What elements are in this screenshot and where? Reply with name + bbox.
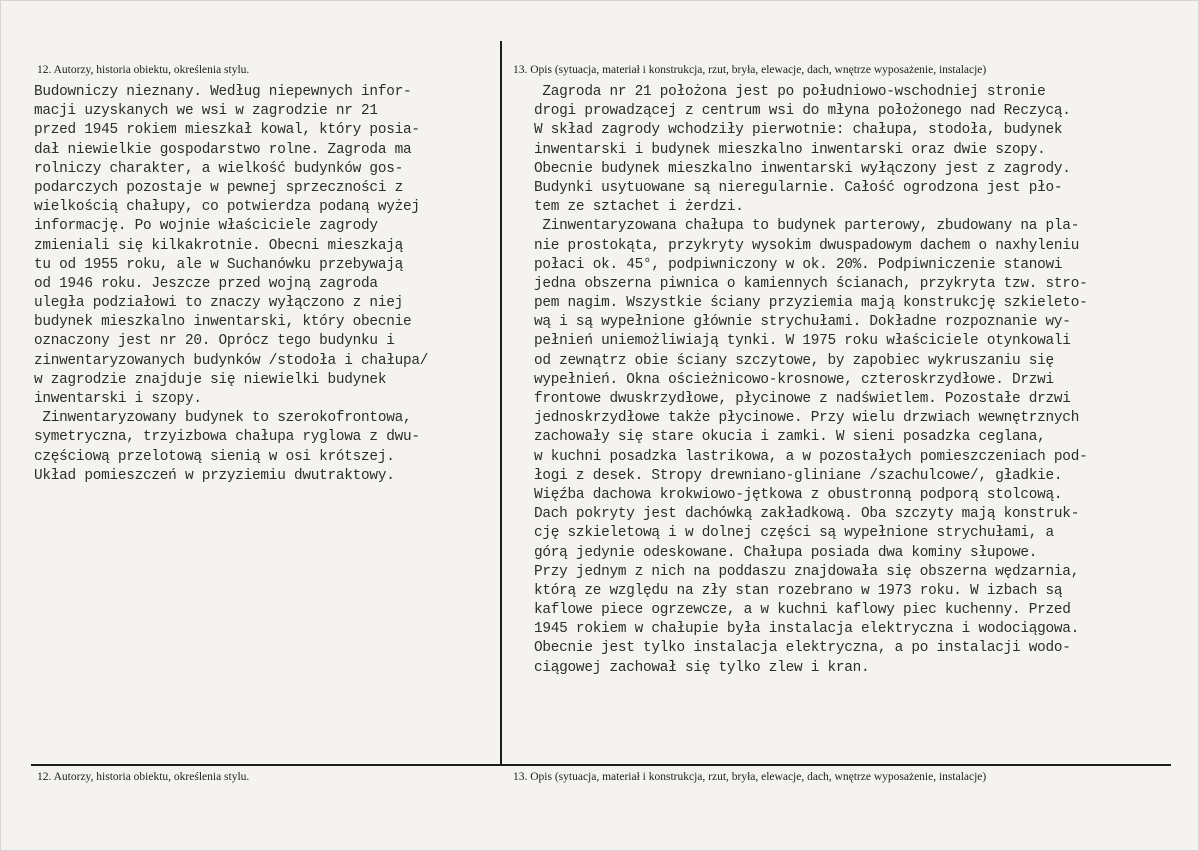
text-line: połaci ok. 45°, podpiwniczony w ok. 20%. Podpiwniczenie stanowi (534, 256, 1063, 273)
text-line: zachowały się stare okucia i zamki. W sieni posadzka ceglana, (534, 429, 1046, 446)
text-line: nie prostokąta, przykryty wysokim dwuspadowym dachem o naxhyleniu (534, 237, 1080, 254)
text-line: Obecnie budynek mieszkalno inwentarski wyłączony jest z zagrody. (534, 160, 1071, 177)
section-13-text (534, 83, 1087, 678)
text-line: wą i są wypełnione głównie strychułami. Dokładne rozpoznanie wy- (534, 314, 1071, 331)
text-line: częściową przelotową sienią w osi krótszej. (34, 448, 395, 465)
text-line: ciągowej zachował się tylko zlew i kran. (534, 659, 870, 676)
text-line: cję szkieletową i w dolnej części są wypełnione strychułami, a (534, 525, 1054, 542)
text-line: Układ pomieszczeń w przyziemiu dwutraktowy. (34, 467, 395, 484)
text-line: którą ze względu na zły stan rozebrano w 1973 roku. W izbach są (534, 582, 1063, 599)
text-line: od zewnątrz obie ściany szczytowe, by zapobiec wykruszaniu się (534, 352, 1054, 369)
text-line: dał niewielkie gospodarstwo rolne. Zagroda ma (34, 141, 412, 158)
section-13-heading: 13. Opis (sytuacja, materiał i konstrukcja, rzut, bryła, elewacje, dach, wnętrze wyposażenie, instalacje) (513, 64, 987, 76)
text-line: macji uzyskanych we wsi w zagrodzie nr 21 (34, 103, 378, 120)
text-line: tem ze sztachet i żerdzi. (534, 199, 744, 216)
text-line: informację. Po wojnie właściciele zagrody (34, 218, 378, 235)
text-line: górą jedynie odeskowane. Chałupa posiada dwa kominy słupowe. (534, 544, 1038, 561)
text-line: tu od 1955 roku, ale w Suchanówku przebywają (34, 256, 403, 273)
text-line: pem nagim. Wszystkie ściany przyziemia mają konstrukcję szkieleto- (534, 295, 1088, 312)
text-line: Zinwentaryzowana chałupa to budynek parterowy, zbudowany na pla- (534, 218, 1080, 235)
text-line: zmieniali się kilkakrotnie. Obecni mieszkają (34, 237, 403, 254)
bottom-rule (31, 764, 1171, 766)
section-12-heading: 12. Autorzy, historia obiektu, określenia stylu. (37, 64, 250, 76)
text-line: w zagrodzie znajduje się niewielki budynek (34, 371, 387, 388)
text-line: od 1946 roku. Jeszcze przed wojną zagroda (34, 275, 378, 292)
text-line: frontowe dwuskrzydłowe, płycinowe z nadświetlem. Pozostałe drzwi (534, 391, 1071, 407)
text-line: rolniczy charakter, a wielkość budynków gos- (34, 160, 403, 177)
text-line: w kuchni posadzka lastrikowa, a w pozostałych pomieszczeniach pod- (534, 448, 1088, 465)
column-divider (500, 41, 502, 764)
text-line: Dach pokryty jest dachówką zakładkową. Oba szczyty mają konstruk- (534, 506, 1080, 523)
section-13-footer-label: 13. Opis (sytuacja, materiał i konstrukcja, rzut, bryła, elewacje, dach, wnętrze wyposażenie, instalacje) (513, 771, 987, 783)
text-line: Zagroda nr 21 położona jest po południowo-wschodniej stronie (534, 84, 1046, 100)
text-line: Budowniczy nieznany. Według niepewnych infor- (34, 84, 412, 100)
text-line: łogi z desek. Stropy drewniano-gliniane /szachulcowe/, gładkie. (534, 467, 1063, 484)
section-12-footer-label: 12. Autorzy, historia obiektu, określenia stylu. (37, 771, 250, 783)
text-line: Budynki usytuowane są nieregularnie. Całość ogrodzona jest pło- (534, 179, 1063, 196)
text-line: Więźba dachowa krokwiowo-jętkowa z obustronną podporą stolcową. (534, 486, 1063, 503)
text-line: inwentarski i szopy. (34, 391, 202, 407)
text-line: kaflowe piece ogrzewcze, a w kuchni kaflowy piec kuchenny. Przed (534, 602, 1071, 619)
text-line: symetryczna, trzyizbowa chałupa ryglowa z dwu- (34, 429, 420, 446)
text-line: jedna obszerna piwnica o kamiennych ścianach, przykryta tzw. stro- (534, 275, 1088, 292)
text-line: 1945 rokiem w chałupie była instalacja elektryczna i wodociągowa. (534, 621, 1080, 638)
text-line: uległa podziałowi to znaczy wyłączono z niej (34, 295, 403, 312)
text-line: budynek mieszkalno inwentarski, który obecnie (34, 314, 412, 331)
text-line: oznaczony jest nr 20. Oprócz tego budynku i (34, 333, 395, 350)
text-line: wielkością chałupy, co potwierdza podaną wyżej (34, 199, 420, 216)
text-line: zinwentaryzowanych budynków /stodoła i chałupa/ (34, 352, 429, 369)
text-line: inwentarski i budynek mieszkalno inwentarski oraz dwie szopy. (534, 141, 1046, 158)
text-line: przed 1945 rokiem mieszkał kowal, który posia- (34, 122, 420, 139)
text-line: podarczych pozostaje w pewnej sprzeczności z (34, 179, 403, 196)
text-line: drogi prowadzącej z centrum wsi do młyna położonego nad Reczycą. (534, 103, 1071, 120)
text-line: W skład zagrody wchodziły pierwotnie: chałupa, stodoła, budynek (534, 122, 1063, 139)
section-12-text (34, 83, 428, 486)
text-line: pełnień uniemożliwiają tynki. W 1975 roku właściciele otynkowali (534, 333, 1071, 350)
text-line: Przy jednym z nich na poddaszu znajdowała się obszerna wędzarnia, (534, 563, 1080, 580)
text-line: Zinwentaryzowany budynek to szerokofrontowa, (34, 410, 412, 427)
text-line: jednoskrzydłowe także płycinowe. Przy wielu drzwiach wewnętrznych (534, 410, 1080, 427)
text-line: Obecnie jest tylko instalacja elektryczna, a po instalacji wodo- (534, 640, 1071, 657)
text-line: wypełnień. Okna ościeżnicowo-krosnowe, czteroskrzydłowe. Drzwi (534, 371, 1054, 388)
